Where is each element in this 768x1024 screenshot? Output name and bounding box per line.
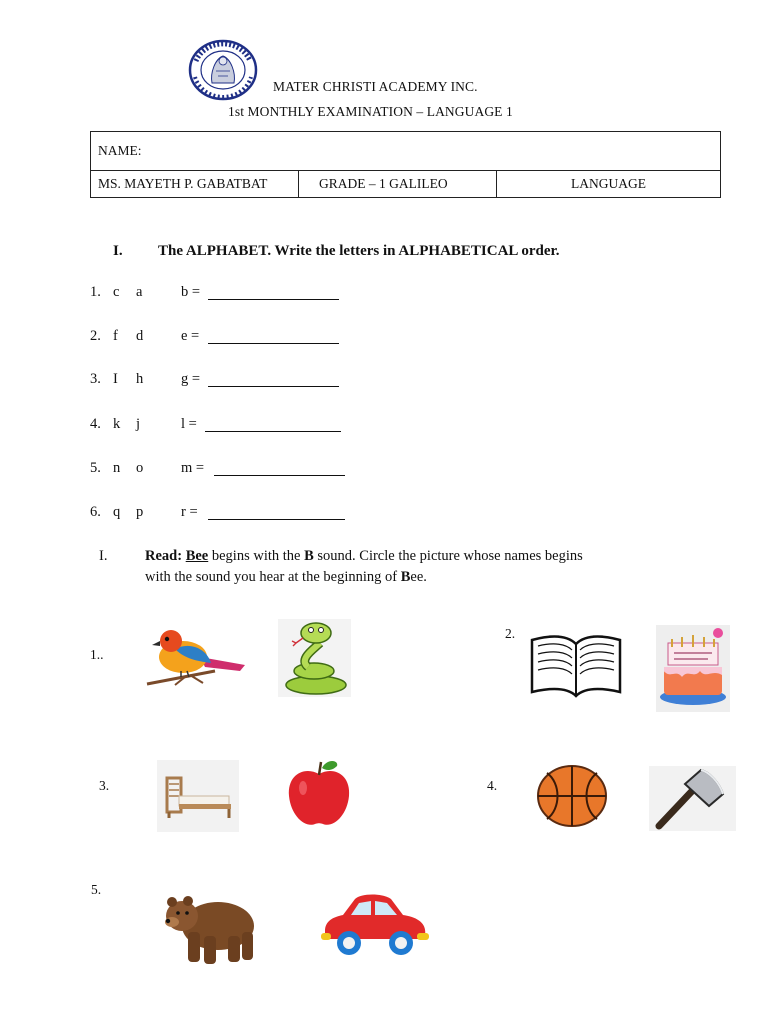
part1-numeral: I. <box>113 243 123 259</box>
instruction-text-3: with the sound you hear at the beginning of <box>145 569 398 585</box>
school-name: MATER CHRISTI ACADEMY INC. <box>273 79 478 94</box>
letter-2: p <box>136 504 144 520</box>
picture-item-number: 3. <box>99 778 110 793</box>
letter-1: c <box>113 284 120 300</box>
letter-2: d <box>136 328 144 344</box>
apple-icon[interactable] <box>285 758 353 830</box>
bear-icon[interactable] <box>160 888 258 968</box>
item-number: 3. <box>90 371 101 387</box>
answer-blank[interactable] <box>208 287 339 300</box>
letter-1: I <box>113 371 118 387</box>
answer-prompt: m = <box>181 460 205 476</box>
answer-prompt: r = <box>181 504 198 520</box>
answer-prompt: b = <box>181 284 201 300</box>
instruction-text-1: begins with the <box>211 548 301 564</box>
answer-blank[interactable] <box>208 507 345 520</box>
answer-prompt: e = <box>181 328 200 344</box>
grade-cell: GRADE – 1 GALILEO <box>299 171 497 198</box>
picture-item-number: 5. <box>91 882 102 897</box>
bed-icon[interactable] <box>157 760 239 832</box>
birthday-cake-icon[interactable] <box>656 625 730 712</box>
read-label: Read: <box>145 548 183 564</box>
subject-cell: LANGUAGE <box>497 171 721 198</box>
item-number: 4. <box>90 416 101 432</box>
letter-1: k <box>113 416 121 432</box>
alphabet-row <box>0 371 768 391</box>
school-seal-logo <box>188 39 258 101</box>
answer-blank[interactable] <box>208 331 339 344</box>
bird-icon[interactable] <box>145 627 250 689</box>
item-number: 5. <box>90 460 101 476</box>
alphabet-row <box>0 460 768 480</box>
snake-icon[interactable] <box>278 619 351 697</box>
alphabet-row <box>0 284 768 304</box>
alphabet-row <box>0 416 768 436</box>
answer-prompt: l = <box>181 416 197 432</box>
letter-1: n <box>113 460 121 476</box>
student-info-table <box>90 131 721 198</box>
name-field[interactable]: NAME: <box>91 132 721 171</box>
letter-2: j <box>136 416 141 432</box>
letter-2: o <box>136 460 144 476</box>
bee-end-b: B <box>400 569 411 585</box>
answer-blank[interactable] <box>208 374 339 387</box>
picture-item-number: 4. <box>487 778 498 793</box>
letter-1: q <box>113 504 121 520</box>
bee-end-rest: ee. <box>410 569 427 585</box>
answer-prompt: g = <box>181 371 201 387</box>
letter-2: a <box>136 284 143 300</box>
car-icon[interactable] <box>317 877 432 974</box>
item-number: 1. <box>90 284 101 300</box>
alphabet-row <box>0 328 768 348</box>
axe-icon[interactable] <box>649 766 736 831</box>
part2-numeral: I. <box>99 548 108 564</box>
picture-item-number: 2. <box>505 626 516 641</box>
item-number: 6. <box>90 504 101 520</box>
exam-title: 1st MONTHLY EXAMINATION – LANGUAGE 1 <box>228 104 513 119</box>
letter-2: h <box>136 371 144 387</box>
part1-title: The ALPHABET. Write the letters in ALPHABETICAL order. <box>158 243 560 259</box>
basketball-icon[interactable] <box>535 763 609 829</box>
picture-item-number: 1.. <box>90 647 104 662</box>
alphabet-row <box>0 504 768 524</box>
item-number: 2. <box>90 328 101 344</box>
letter-1: f <box>113 328 118 344</box>
b-letter: B <box>304 548 314 564</box>
answer-blank[interactable] <box>214 463 345 476</box>
book-icon[interactable] <box>528 630 624 698</box>
part2-instructions <box>145 546 705 588</box>
instruction-text-2: sound. Circle the picture whose names begins <box>317 548 583 564</box>
answer-blank[interactable] <box>205 419 341 432</box>
bee-word: Bee <box>185 548 209 564</box>
teacher-cell: MS. MAYETH P. GABATBAT <box>91 171 299 198</box>
